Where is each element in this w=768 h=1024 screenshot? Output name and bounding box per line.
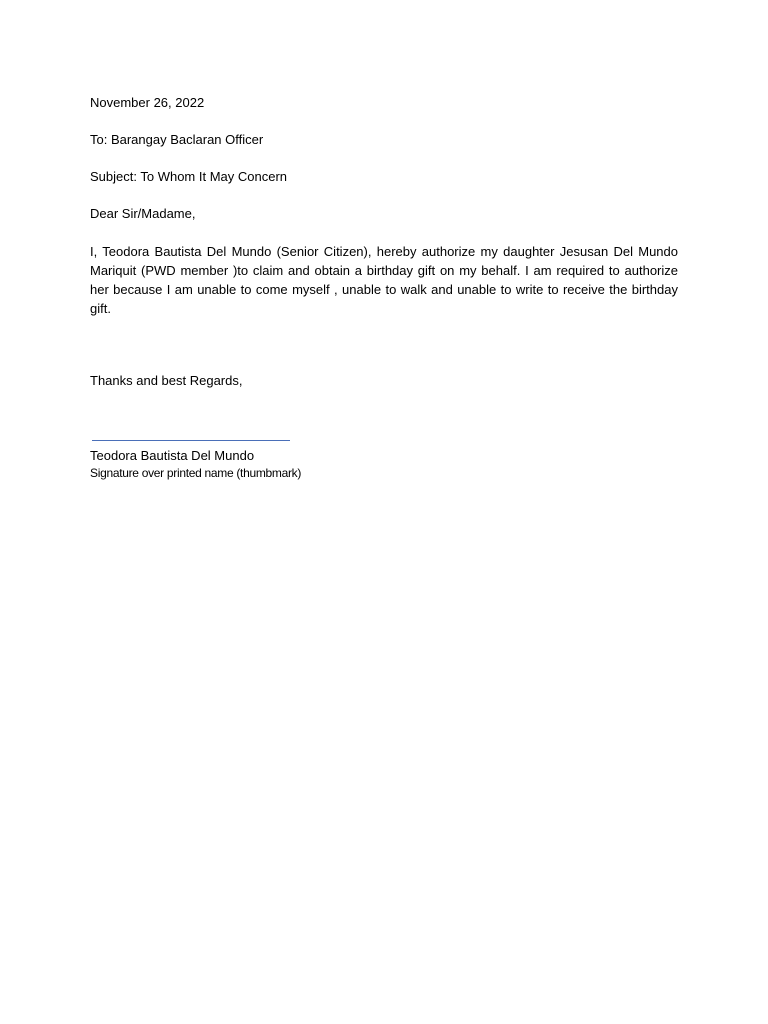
letter-subject: Subject: To Whom It May Concern — [90, 169, 288, 184]
letter-date: November 26, 2022 — [90, 95, 205, 110]
letter-body — [90, 94, 678, 390]
signer-caption: Signature over printed name (thumbmark) — [90, 466, 302, 480]
letter-closing: Thanks and best Regards, — [90, 373, 243, 388]
letter-paragraph: I, Teodora Bautista Del Mundo (Senior Citizen), hereby authorize my daughter Jesusan Del Mundo Mariquit (PWD member )to claim and obtain a birthday gift on my behalf. I am required to authorize her because I am unable to come myself , unable to walk and unable to write to receive the birthday gift. — [90, 244, 678, 316]
signature-line — [92, 440, 290, 441]
signer-name: Teodora Bautista Del Mundo — [90, 448, 255, 463]
letter-greeting: Dear Sir/Madame, — [90, 206, 196, 221]
letter-recipient: To: Barangay Baclaran Officer — [90, 132, 264, 147]
